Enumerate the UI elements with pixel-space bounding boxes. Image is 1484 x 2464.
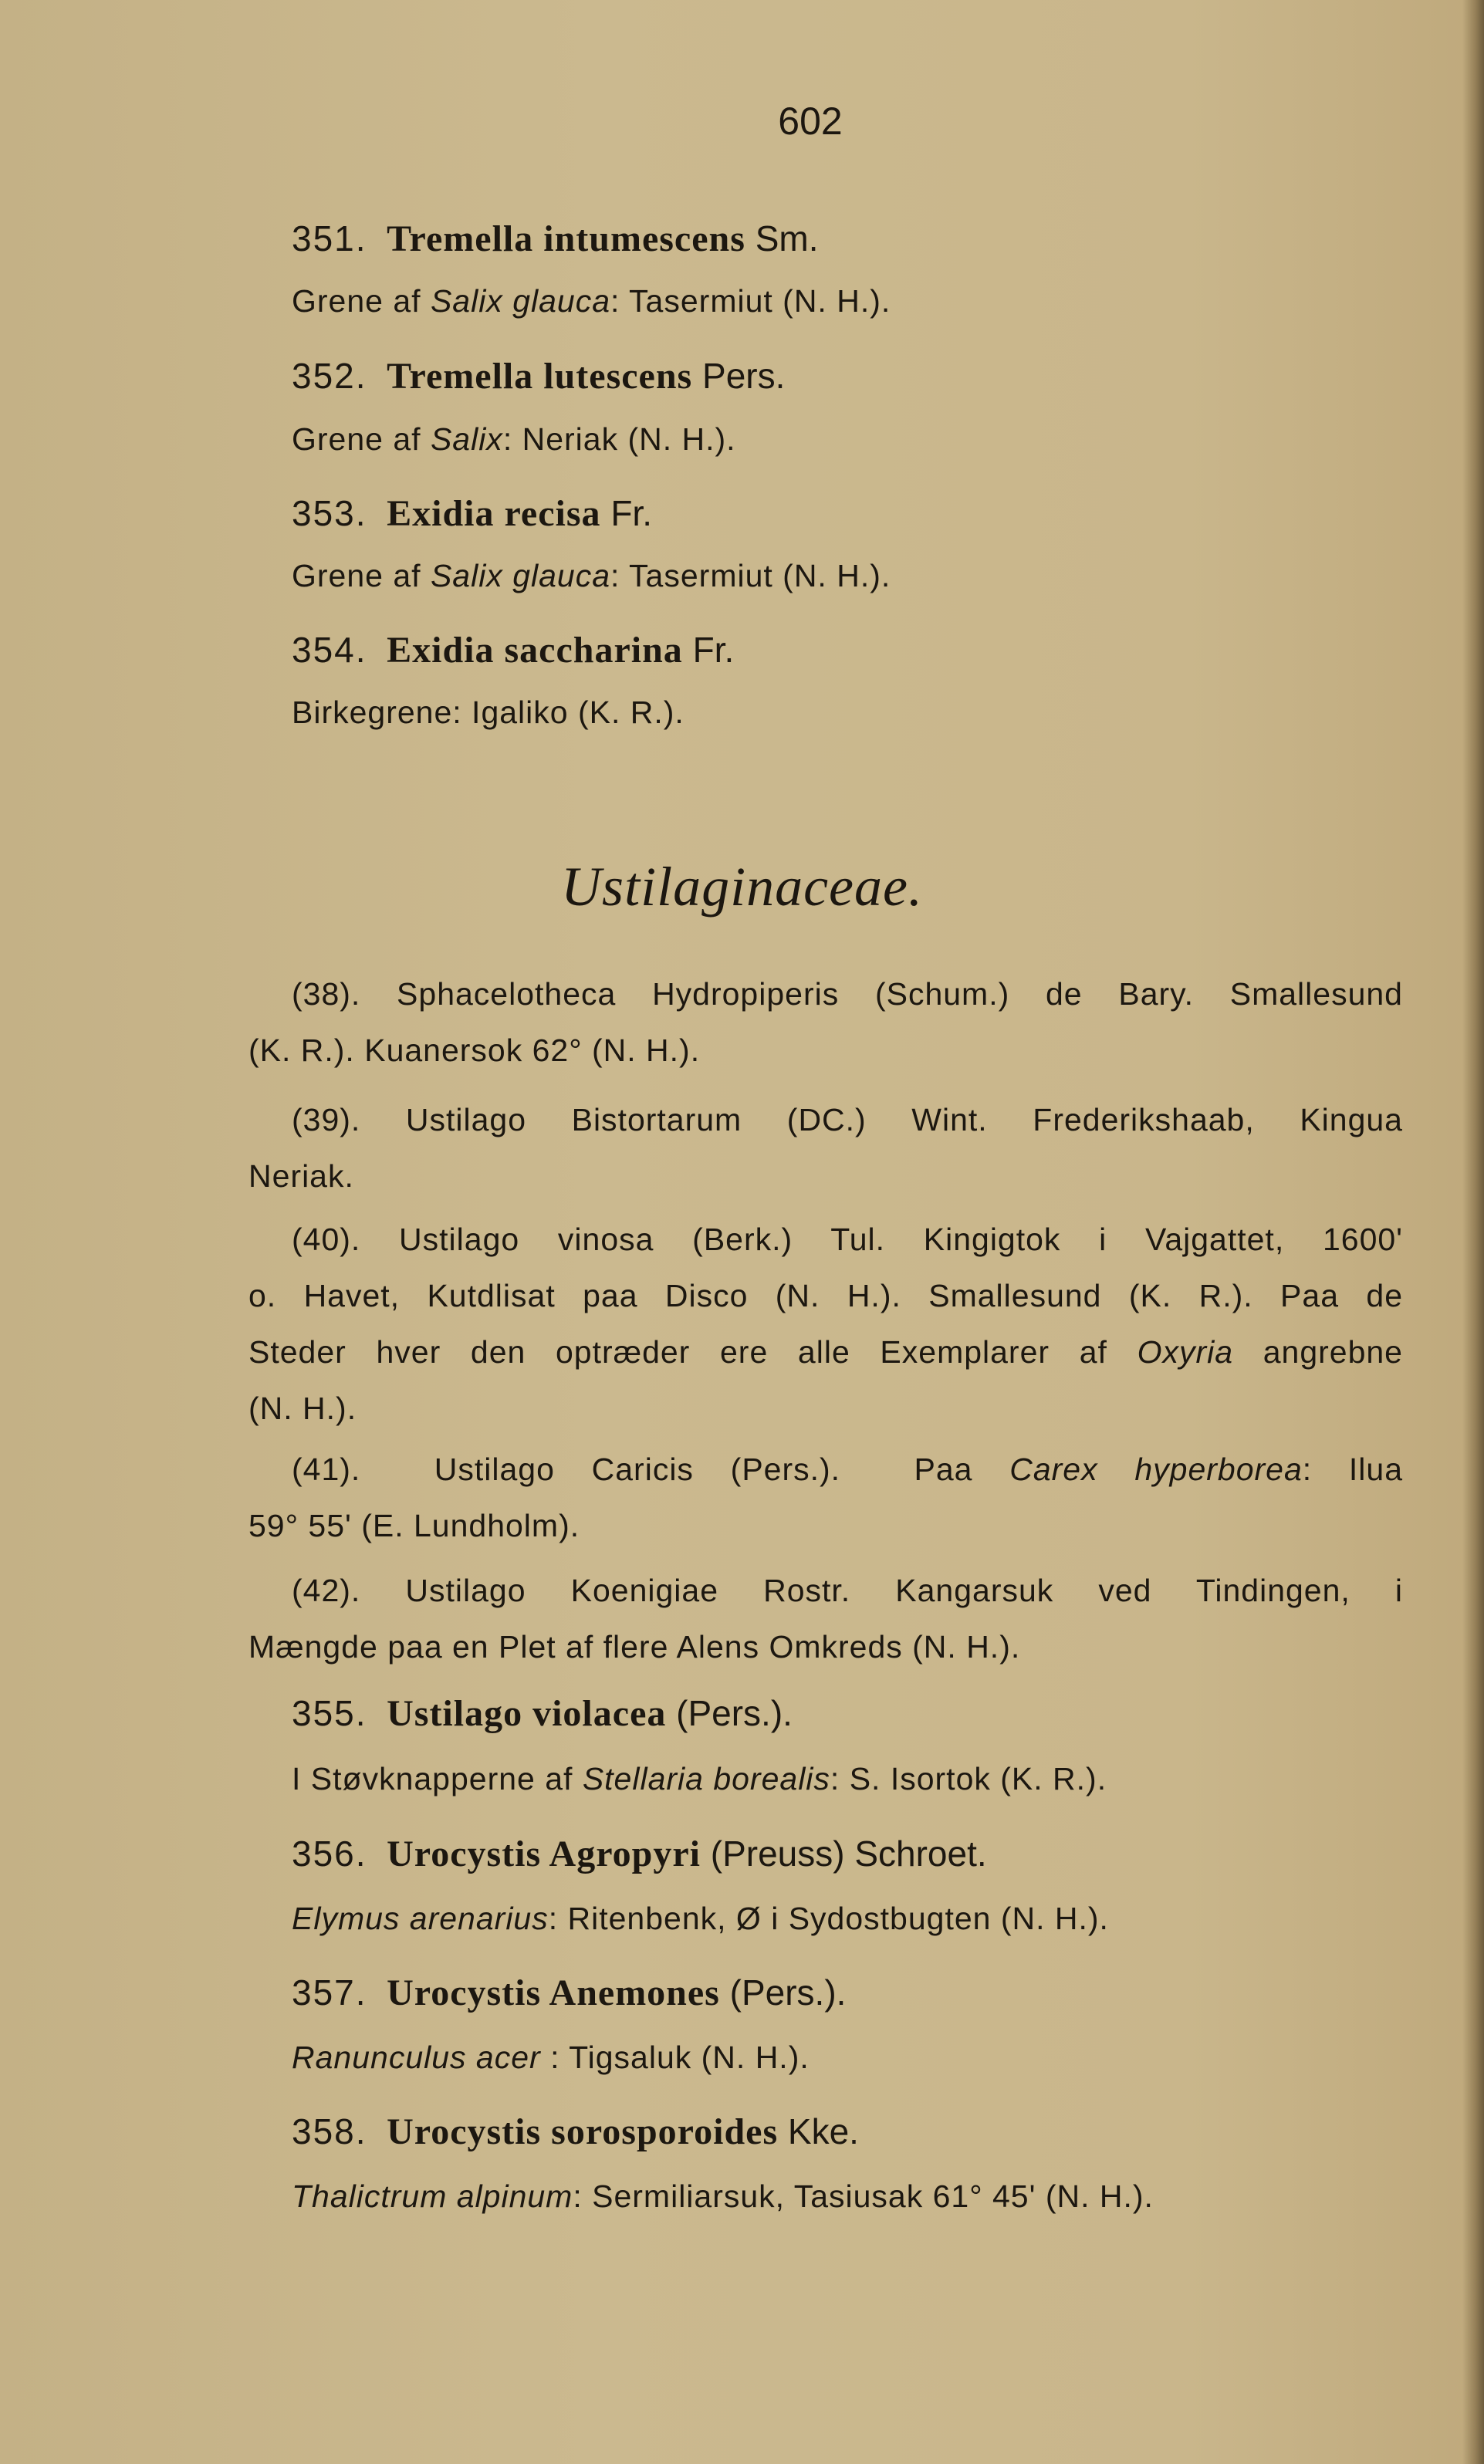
paragraph-line: (41). Ustilago Caricis (Pers.). Paa Carex hyperborea: Ilua	[292, 1452, 1403, 1487]
species-name: Tremella lutescens	[387, 356, 693, 397]
page-number: 602	[778, 100, 843, 143]
entry-locality: Thalictrum alpinum: Sermiliarsuk, Tasiusak 61° 45' (N. H.).	[292, 2178, 1154, 2214]
entry-number: 358.	[292, 2111, 367, 2151]
paragraph-line: 59° 55' (E. Lundholm).	[248, 1508, 580, 1543]
species-name: Exidia recisa	[387, 493, 601, 534]
host-name: Salix glauca	[430, 283, 611, 319]
entry-heading	[292, 629, 734, 671]
species-name: Urocystis Agropyri	[387, 1834, 701, 1874]
entry-number: 355.	[292, 1693, 367, 1733]
paragraph-line: (42). Ustilago Koenigiae Rostr. Kangarsuk ved Tindingen, i	[292, 1573, 1403, 1608]
section-title: Ustilaginaceae.	[561, 856, 923, 918]
host-name: Salix	[430, 421, 503, 457]
entry-heading	[292, 2111, 859, 2153]
species-name: Ustilago violacea	[387, 1693, 667, 1734]
species-author: Fr.	[692, 630, 735, 670]
paragraph-line: (40). Ustilago vinosa (Berk.) Tul. Kingigtok i Vajgattet, 1600'	[292, 1222, 1403, 1257]
species-author: Fr.	[610, 493, 652, 533]
entry-locality: Ranunculus acer : Tigsaluk (N. H.).	[292, 2040, 810, 2075]
entry-number: 356.	[292, 1834, 367, 1874]
entry-number: 352.	[292, 356, 367, 396]
host-name: Oxyria	[1137, 1334, 1234, 1370]
record-paragraph	[248, 1092, 1403, 1205]
paragraph-line: (K. R.). Kuanersok 62° (N. H.).	[248, 1033, 701, 1068]
entry-locality: Birkegrene: Igaliko (K. R.).	[292, 695, 685, 730]
entry-number: 357.	[292, 1972, 367, 2013]
entry-locality: I Støvknapperne af Stellaria borealis: S. Isortok (K. R.).	[292, 1761, 1107, 1796]
species-author: (Pers.).	[729, 1972, 847, 2013]
host-name: Elymus arenarius	[292, 1901, 549, 1936]
host-name: Ranunculus acer	[292, 2040, 541, 2075]
entry-locality: Grene af Salix: Neriak (N. H.).	[292, 421, 736, 457]
host-name: Carex hyperborea	[1009, 1452, 1303, 1487]
record-paragraph	[248, 966, 1403, 1079]
entry-heading	[292, 1692, 793, 1735]
entry-number: 354.	[292, 630, 367, 670]
paragraph-line: o. Havet, Kutdlisat paa Disco (N. H.). Smallesund (K. R.). Paa de	[248, 1278, 1403, 1313]
paragraph-line: Mængde paa en Plet af flere Alens Omkreds (N. H.).	[248, 1629, 1021, 1665]
species-author: (Preuss) Schroet.	[710, 1834, 987, 1874]
entry-number: 351.	[292, 218, 367, 259]
entry-heading	[292, 1972, 846, 2014]
host-name: Stellaria borealis	[582, 1761, 830, 1796]
entry-heading	[292, 218, 818, 260]
host-name: Thalictrum alpinum	[292, 2178, 573, 2214]
record-paragraph	[248, 1563, 1403, 1675]
paragraph-line: Neriak.	[248, 1158, 354, 1194]
paragraph-line: (38). Sphacelotheca Hydropiperis (Schum.) de Bary. Smallesund	[292, 976, 1403, 1012]
entry-heading	[292, 1833, 987, 1875]
host-name: Salix glauca	[430, 558, 611, 593]
entry-locality: Elymus arenarius: Ritenbenk, Ø i Sydostbugten (N. H.).	[292, 1901, 1109, 1936]
record-paragraph	[248, 1442, 1403, 1554]
paragraph-line: (39). Ustilago Bistortarum (DC.) Wint. Frederikshaab, Kingua	[292, 1102, 1403, 1137]
species-name: Exidia saccharina	[387, 630, 683, 671]
page-edge-shadow	[1462, 0, 1484, 2464]
entry-locality: Grene af Salix glauca: Tasermiut (N. H.).	[292, 283, 891, 319]
entry-number: 353.	[292, 493, 367, 533]
entry-heading	[292, 355, 785, 397]
species-name: Urocystis Anemones	[387, 1972, 720, 2013]
species-author: (Pers.).	[676, 1693, 793, 1733]
paragraph-line: Steder hver den optræder ere alle Exemplarer af Oxyria angrebne	[248, 1334, 1403, 1370]
species-author: Kke.	[787, 2111, 859, 2151]
species-name: Urocystis sorosporoides	[387, 2111, 779, 2152]
species-author: Sm.	[755, 218, 819, 259]
entry-locality: Grene af Salix glauca: Tasermiut (N. H.).	[292, 558, 891, 593]
record-paragraph	[248, 1212, 1403, 1437]
species-author: Pers.	[702, 356, 786, 396]
species-name: Tremella intumescens	[387, 218, 745, 259]
entry-heading	[292, 492, 652, 535]
paragraph-line: (N. H.).	[248, 1391, 357, 1426]
